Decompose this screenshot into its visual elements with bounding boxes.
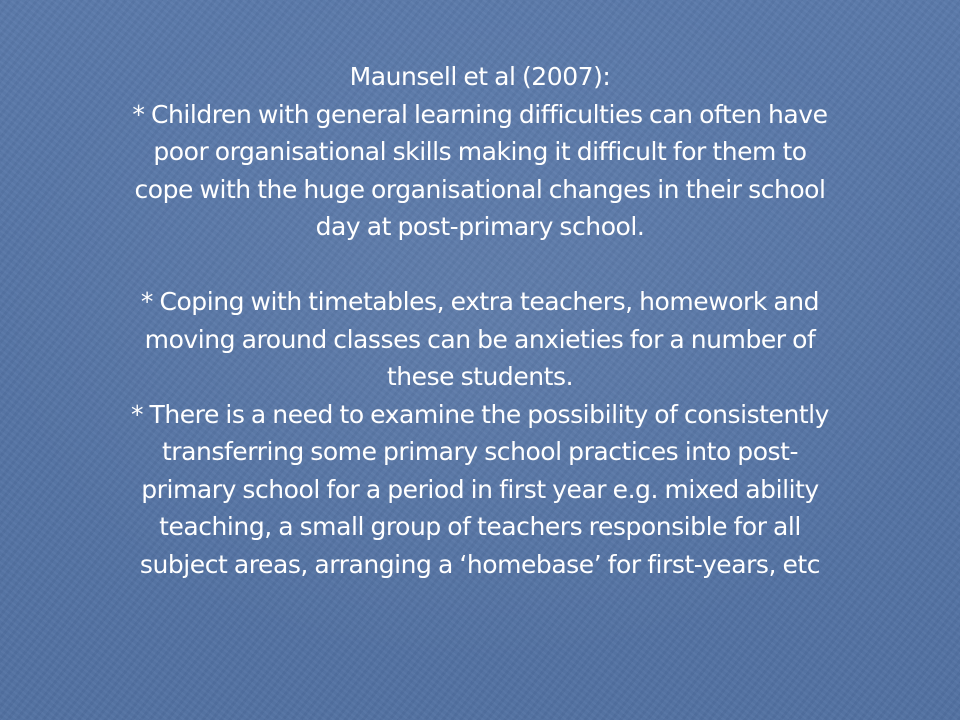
point-1-line: cope with the huge organisational changes in their school	[134, 174, 826, 204]
slide-text	[40, 58, 920, 583]
point-3-line: teaching, a small group of teachers responsible for all	[159, 512, 801, 541]
point-2-line: these students.	[386, 362, 574, 391]
point-1-line: * Children with general learning difficulties can often have	[132, 99, 828, 129]
point-2	[40, 283, 920, 396]
paragraph-gap	[40, 246, 920, 284]
point-2-line: moving around classes can be anxieties for a number of	[144, 324, 816, 354]
point-3-line: subject areas, arranging a ‘homebase’ for first-years, etc	[139, 549, 821, 579]
point-3-line: primary school for a period in first year e.g. mixed ability	[141, 474, 819, 504]
point-3	[40, 396, 920, 584]
slide-heading: Maunsell et al (2007):	[349, 62, 611, 91]
point-2-line: * Coping with timetables, extra teachers, homework and	[140, 287, 820, 316]
point-1	[40, 96, 920, 246]
point-3-line: * There is a need to examine the possibility of consistently	[130, 399, 830, 429]
point-1-line: poor organisational skills making it difficult for them to	[153, 137, 807, 166]
point-3-line: transferring some primary school practices into post-	[161, 437, 799, 466]
point-1-line: day at post-primary school.	[315, 212, 645, 241]
